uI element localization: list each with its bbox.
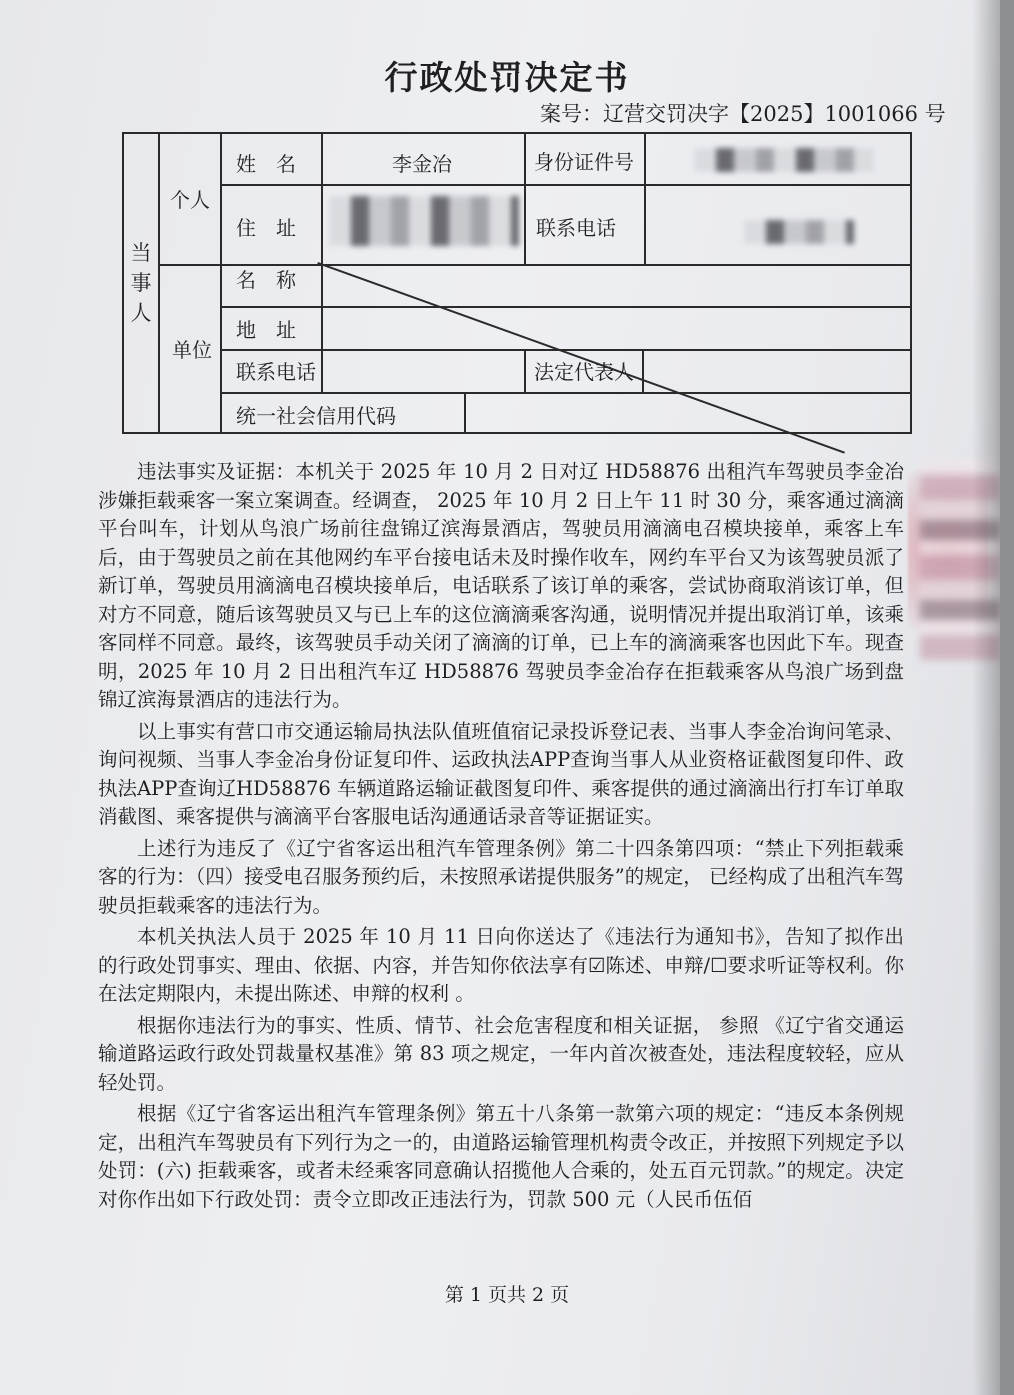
case-number: 案号：辽营交罚决字【2025】1001066 号 [540, 102, 946, 126]
phone-redaction [744, 220, 854, 244]
paragraph-notice: 本机关执法人员于 2025 年 10 月 11 日向你送达了《违法行为通知书》，告知了拟作出的行政处罚事实、理由、依据、内容，并告知你依法享有☑陈述、申辩/☐要求听证等权利。你在法定期限内，未提出陈述、申辩的权利 。 [98, 925, 904, 1005]
paragraph-decision: 根据《辽宁省客运出租汽车管理条例》第五十八条第一款第六项的规定：“违反本条例规定，出租汽车驾驶员有下列行为之一的，由道路运输管理机构责令改正，并按照下列规定予以处罚：(六) 拒载乘客，或者未经乘客同意确认招揽他人合乘的，处五百元罚款。”的规定。决定对你作出如下行政处罚：责令立即改正违法行为，罚款 500 元（人民币伍佰 [98, 1102, 904, 1211]
paragraph-facts: 违法事实及证据：本机关于 2025 年 10 月 2 日对辽 HD58876 出租汽车驾驶员李金冶涉嫌拒载乘客一案立案调查。经调查， 2025 年 10 月 2 日上午 11 时 30 分，乘客通过滴滴平台叫车，计划从鸟浪广场前往盘锦辽滨海景酒店，驾驶员用滴滴电召模块接单，乘客上车后，由于驾驶员之前在其他网约车平台接电话未及时操作收车，网约车平台又为该驾驶员派了新订单，驾驶员用滴滴电召模块接单后，电话联系了该订单的乘客，尝试协商取消该订单，但对方不同意，随后该驾驶员又与已上车的这位滴滴乘客沟通，说明情况并提出取消订单，该乘客同样不同意。最终，该驾驶员手动关闭了滴滴的订单，已上车的滴滴乘客也因此下车。现查明，2025 年 10 月 2 日出租汽车辽 HD58876 驾驶员李金冶存在拒载乘客从鸟浪广场到盘锦辽滨海景酒店的违法行为。 [98, 460, 904, 711]
paragraph-discretion: 根据你违法行为的事实、性质、情节、社会危害程度和相关证据， 参照 《辽宁省交通运输道路运政行政处罚裁量权基准》第 83 项之规定，一年内首次被查处，违法程度较轻，应从轻处罚。 [98, 1013, 904, 1094]
unit-name-label: 名 称 [236, 268, 296, 292]
address-label: 住 址 [236, 216, 296, 240]
document-title: 行政处罚决定书 [384, 58, 630, 97]
paragraph-violation: 上述行为违反了《辽宁省客运出租汽车管理条例》第二十四条第四项：“禁止下列拒载乘客的行为：（四）接受电召服务预约后，未按照承诺提供服务”的规定， 已经构成了出租汽车驾驶员拒载乘客的违法行为。 [98, 836, 904, 917]
unit-phone-label: 联系电话 [236, 360, 316, 384]
legal-rep-label: 法定代表人 [534, 360, 634, 384]
id-label: 身份证件号 [534, 150, 634, 174]
paragraph-evidence: 以上事实有营口市交通运输局执法队值班值宿记录投诉登记表、当事人李金冶询问笔录、询问视频、当事人李金冶身份证复印件、运政执法APP查询当事人从业资格证截图复印件、政执法APP查询辽HD58876 车辆道路运输证截图复印件、乘客提供的通过滴滴出行打车订单取消截图、乘客提供与滴滴平台客服电话沟通通话录音等证据证实。 [98, 719, 904, 828]
id-number-redaction [694, 148, 874, 172]
phone-label: 联系电话 [536, 216, 616, 240]
name-value: 李金冶 [392, 152, 452, 176]
credit-code-label: 统一社会信用代码 [236, 404, 396, 428]
unit-address-label: 地 址 [236, 318, 296, 342]
address-redaction [329, 196, 519, 246]
party-label: 当事人 [130, 241, 152, 325]
name-label: 姓 名 [236, 152, 296, 176]
party-info-table [122, 132, 912, 434]
page-edge-shadow [972, 0, 1000, 1395]
unit-label: 单位 [172, 338, 212, 362]
individual-label: 个人 [170, 188, 210, 212]
page-indicator: 第 1 页共 2 页 [444, 1284, 570, 1306]
document-body [98, 458, 904, 1217]
